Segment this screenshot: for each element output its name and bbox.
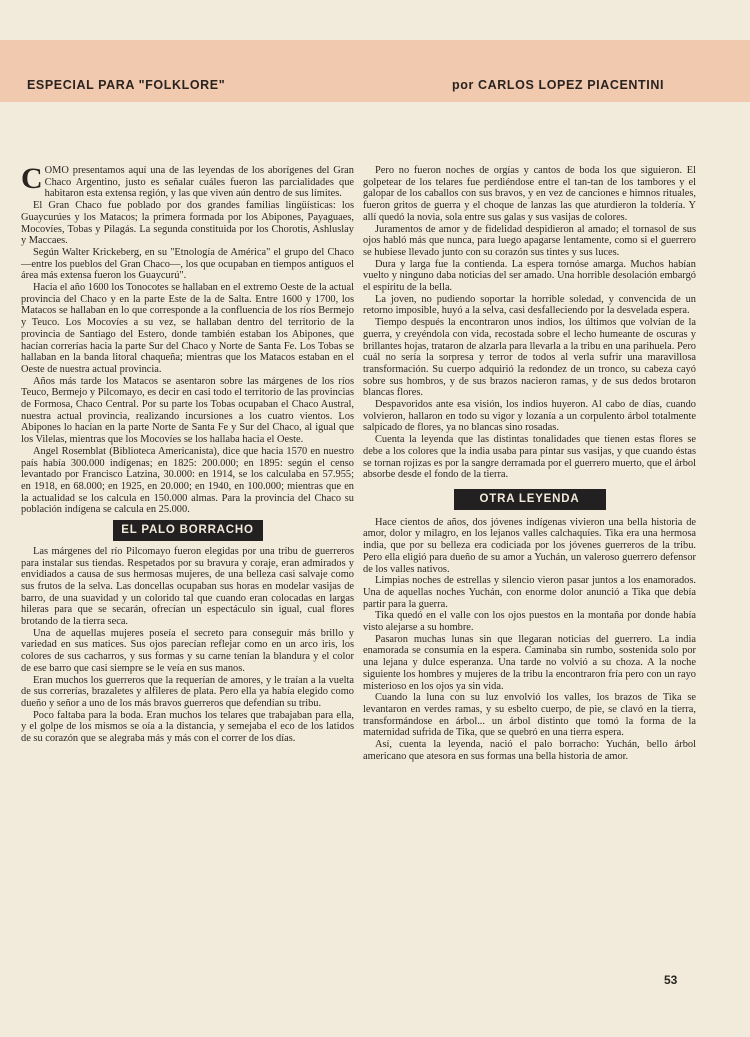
paragraph: Pasaron muchas lunas sin que llegaran noticias del guerrero. La india enamorada se consumía en la espera. Caminaba sin rumbo, sostenida solo por una lejana y dulce esperanza. Una tarde no volvió a su choza. A la noche siguiente los hombres y mujeres de la tribu la encontraron fría pero con un rayo misterioso en los ojos ya sin vida. — [363, 633, 696, 692]
section-title-otra-leyenda: OTRA LEYENDA — [455, 490, 605, 509]
paragraph: Juramentos de amor y de fidelidad despidieron al amado; el tornasol de sus ojos habló más que nunca, para luego apagarse lentamente, como si el guerrero se hubiese llevado junto con su corazón sus tintes y sus luces. — [363, 223, 696, 258]
paragraph: Despavoridos ante esa visión, los indios huyeron. Al cabo de días, cuando volvieron, hallaron en todo su vigor y lozanía a un corpulento árbol totalmente salpicado de flores, ya no blancas sino rosadas. — [363, 399, 696, 434]
section-title-palo-borracho: EL PALO BORRACHO — [114, 521, 262, 540]
paragraph: Limpias noches de estrellas y silencio vieron pasar juntos a los enamorados. Una de aquellas noches Yuchán, con enorme dolor anunció a Tika que debía partir para la guerra. — [363, 575, 696, 610]
left-column — [21, 162, 354, 745]
paragraph: Poco faltaba para la boda. Eran muchos los telares que trabajaban para ella, y el golpe de los mismos se oía a la distancia, y semejaba el eco de los latidos de su corazón que se alegraba más y más con el correr de los días. — [21, 709, 354, 745]
paragraph: Así, cuenta la leyenda, nació el palo borracho: Yuchán, bello árbol americano que atesora en sus formas una bella historia de amor. — [363, 739, 696, 762]
paragraph: El Gran Chaco fue poblado por dos grandes familias lingüísticas: los Guaycurúes y los Matacos; la primera formada por los Abipones, Payaguaes, Mocovíes, Tobas y Pilagás. La segunda constituida por los Chorotis, Ashluslay y Maccaes. — [21, 200, 354, 247]
paragraph: Eran muchos los guerreros que la requerían de amores, y le traían a la vuelta de sus correrías, brazaletes y alfileres de plata. Pero ella ya había elegido como dueño y señor a uno de los más bravos guerreros que defendían su tribu. — [21, 674, 354, 709]
intro-paragraph: COMO presentamos aquí una de las leyendas de los aborígenes del Gran Chaco Argentino, justo es señalar cuáles fueron las parcialidades que habitaron esta extensa región, y las que viven aún dentro de sus límites. — [21, 162, 354, 200]
right-column — [363, 165, 696, 762]
dropcap: C — [21, 162, 43, 195]
paragraph: Hacia el año 1600 los Tonocotes se hallaban en el extremo Oeste de la actual provincia del Chaco y en la parte Este de la de Salta. Entre 1600 y 1700, los Matacos se hallaban en lo que corresponde a la confluencia de los ríos Bermejo y Teuco. Los Mocovíes a su vez, se hallaban dentro del territorio de la provincia de Santiago del Estero, donde también estaban los Abipones, que hacían correrías hacia la parte Sur del Chaco y Norte de Santa Fe. Los Tobas se hallaban en la banda litoral chaqueña; mientras que los Matacos estaban en el Oeste de nuestra actual provincia. — [21, 282, 354, 375]
paragraph: Años más tarde los Matacos se asentaron sobre las márgenes de los ríos Teuco, Bermejo y Pilcomayo, es decir en casi todo el territorio de las provincias de Formosa, Chaco Central. Por su parte los Tobas ocupaban el Chaco Austral, nuestra actual provincia, realizando incursiones a los cuatro vientos. Los Abipones lo hacían en la parte Norte de Santa Fe y Sur del Chaco, al igual que los Vilelas, mientras que los Mocovíes se los hallaba hacia el Oeste. — [21, 375, 354, 446]
paragraph: Tiempo después la encontraron unos indios, los últimos que volvían de la guerra, y creyéndola con vida, recostada sobre el lecho humeante de oscuras y brillantes hojas, trataron de alzarla para llevarla a la tribu en una parihuela. Pero cuál no sería la sorpresa y terror de todos al verla sufrir una maravillosa transformación. Su cuerpo adquirió la redondez de un tronco, su cabeza cayó sobre sus hombros, y de sus brazos nacieron ramas, y de sus dedos brotaron blancas flores. — [363, 317, 696, 399]
header-title: ESPECIAL PARA "FOLKLORE" — [27, 78, 226, 92]
paragraph: Según Walter Krickeberg, en su "Etnología de América" el grupo del Chaco —entre los pueblos del Gran Chaco—, los que ocupaban en tiempos antiguos el área más extensa fueron los Guaycurú". — [21, 246, 354, 282]
paragraph: La joven, no pudiendo soportar la horrible soledad, y convencida de un retorno imposible, huyó a la selva, casi desfalleciendo por la desvelada espera. — [363, 293, 696, 317]
header-band — [0, 40, 750, 102]
paragraph: Cuenta la leyenda que las distintas tonalidades que tienen estas flores se debe a los colores que la india usaba para pintar sus vasijas, y que cuando éstas se tornan rojizas es por la sangre derramada por el guerrero muerto, que el árbol absorbe desde el fondo de la tierra. — [363, 434, 696, 481]
paragraph: Las márgenes del río Pilcomayo fueron elegidas por una tribu de guerreros para instalar sus tiendas. Respetados por su bravura y coraje, eran admirados y envidiados a causa de sus hermosas mujeres, de una belleza casi salvaje como sus frutos de la selva. Las doncellas ocupaban sus horas en modelar vasijas de barro, de una suavidad y un colorido tal que cuando eran colocadas en largas hileras para que se secarán, ofrecían un espectáculo sin igual, cual flores brotando de la tierra seca. — [21, 545, 354, 628]
paragraph: Cuando la luna con su luz envolvió los valles, los brazos de Tika se levantaron en verdes ramas, y su esbelto cuerpo, de pie, se clavó en la tierra, transformándose en árbol... un árbol distinto que tomó la forma de la maternidad sufrida de Tika, que se quebró en una tierra espera. — [363, 692, 696, 739]
paragraph: Angel Rosemblat (Biblioteca Americanista), dice que hacia 1570 en nuestro país había 300.000 indígenas; en 1825: 200.000; en 1895: según el censo levantado por Francisco Latzina, 30.000: en 1914, se los calculaba en 57.955; en 1918, en 68.000; en 1925, en 20.000; en 1940, en 100.000; mientras que en la actualidad se los calcula en 150.000 almas. Para la provincia del Chaco su población indígena se calcula en 25.000. — [21, 445, 354, 516]
paragraph: Pero no fueron noches de orgías y cantos de boda los que siguieron. El golpetear de los telares fue perdiéndose entre el tan-tan de los tambores y el galopar de los caballos con sus bravos, y en vez de canciones e himnos rituales, fueron gritos de guerra y el choque de lanzas las que aturdieron la toldería. Y allí quedó la novia, sola entre sus galas y sus vasijas de colores. — [363, 165, 696, 223]
paragraph: Una de aquellas mujeres poseía el secreto para conseguir más brillo y variedad en sus matices. Sus ojos parecían reflejar como en un arco iris, los colores de sus cacharros, y sus formas y su carne tenían la blandura y el color de ese barro que casi siempre se le veía en sus manos. — [21, 627, 354, 674]
paragraph: Hace cientos de años, dos jóvenes indígenas vivieron una bella historia de amor, dolor y milagro, en los lejanos valles calchaquíes. Tika era una hermosa india, que por su belleza era codiciada por los jóvenes guerreros de la tribu. Pero ella eligió para dueño de su amor a Yuchán, un valeroso guerrero defensor de los valles nativos. — [363, 516, 696, 575]
page-number: 53 — [664, 973, 678, 987]
header-author: por CARLOS LOPEZ PIACENTINI — [452, 78, 665, 92]
paragraph: Tika quedó en el valle con los ojos puestos en la montaña por donde había visto alejarse a su hombre. — [363, 610, 696, 634]
paragraph: Dura y larga fue la contienda. La espera tornóse amarga. Muchos habían vuelto y ninguno daba noticias del ser amado. Una horrible desolación embargó el espíritu de la bella. — [363, 258, 696, 294]
